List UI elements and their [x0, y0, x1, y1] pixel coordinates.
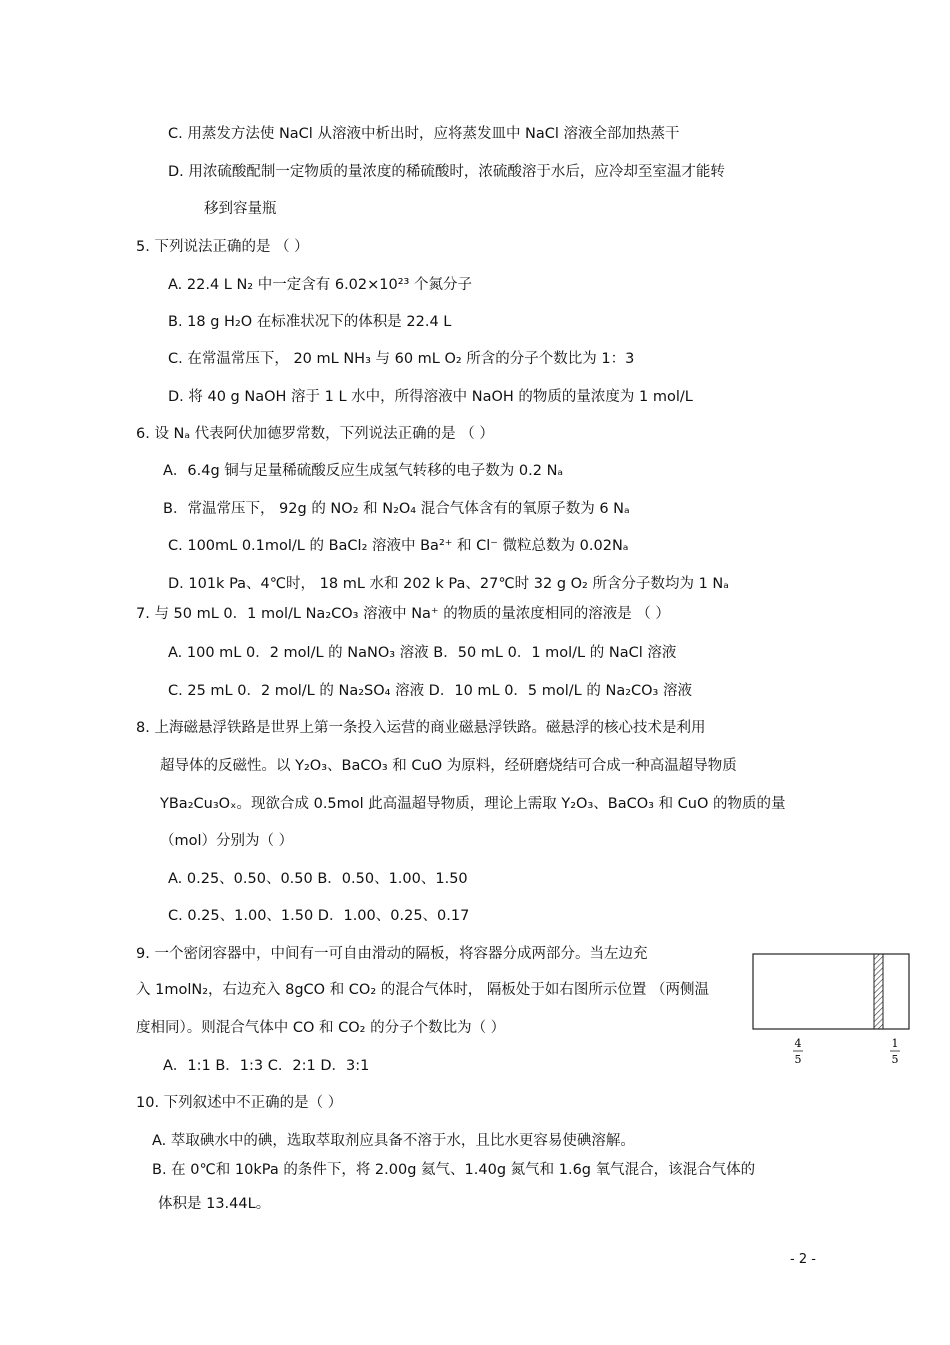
q4-option-d-cont: 移到容量瓶	[204, 201, 277, 217]
left-fraction-numerator: 4	[794, 1037, 802, 1050]
q7-stem: 7. 与 50 mL 0．1 mol/L Na₂CO₃ 溶液中 Na⁺ 的物质的量浓度相同的溶液是 （ ）	[136, 606, 670, 622]
q7-options-cd: C. 25 mL 0．2 mol/L 的 Na₂SO₄ 溶液 D．10 mL 0．5 mol/L 的 Na₂CO₃ 溶液	[168, 683, 692, 699]
q4-option-c: C. 用蒸发方法使 NaCl 从溶液中析出时，应将蒸发皿中 NaCl 溶液全部加热蒸干	[168, 126, 680, 142]
page-number: - 2 -	[790, 1252, 816, 1267]
q8-stem-1: 8. 上海磁悬浮铁路是世界上第一条投入运营的商业磁悬浮铁路。磁悬浮的核心技术是利用	[136, 720, 706, 736]
q5-stem: 5. 下列说法正确的是 （ ）	[136, 239, 309, 255]
q5-option-c: C. 在常温常压下， 20 mL NH₃ 与 60 mL O₂ 所含的分子个数比为 1：3	[168, 351, 635, 367]
q6-option-c: C. 100mL 0.1mol/L 的 BaCl₂ 溶液中 Ba²⁺ 和 Cl⁻ 微粒总数为 0.02Nₐ	[168, 538, 629, 554]
q6-option-b: B．常温常压下， 92g 的 NO₂ 和 N₂O₄ 混合气体含有的氧原子数为 6 Nₐ	[163, 501, 630, 517]
q10-option-a: A. 萃取碘水中的碘，选取萃取剂应具备不溶于水，且比水更容易使碘溶解。	[152, 1133, 635, 1149]
q9-stem-1: 9. 一个密闭容器中，中间有一可自由滑动的隔板，将容器分成两部分。当左边充	[136, 946, 648, 962]
right-fraction-numerator: 1	[891, 1037, 899, 1050]
q4-option-d: D. 用浓硫酸配制一定物质的量浓度的稀硫酸时，浓硫酸溶于水后，应冷却至室温才能转	[168, 164, 725, 180]
q5-option-d: D. 将 40 g NaOH 溶于 1 L 水中，所得溶液中 NaOH 的物质的量浓度为 1 mol/L	[168, 389, 693, 405]
q6-stem: 6. 设 Nₐ 代表阿伏加德罗常数，下列说法正确的是 （ ）	[136, 426, 494, 442]
q8-options-cd: C. 0.25、1.00、1.50 D．1.00、0.25、0.17	[168, 908, 470, 924]
q9-stem-2: 入 1molN₂，右边充入 8gCO 和 CO₂ 的混合气体时， 隔板处于如右图所示位置 （两侧温	[136, 982, 709, 998]
q5-option-b: B. 18 g H₂O 在标准状况下的体积是 22.4 L	[168, 314, 452, 330]
q5-option-a: A. 22.4 L N₂ 中一定含有 6.02×10²³ 个氮分子	[168, 277, 472, 293]
container-partition-diagram	[752, 951, 912, 1069]
q8-options-ab: A. 0.25、0.50、0.50 B．0.50、1.00、1.50	[168, 871, 468, 887]
q7-options-ab: A. 100 mL 0．2 mol/L 的 NaNO₃ 溶液 B．50 mL 0．1 mol/L 的 NaCl 溶液	[168, 645, 677, 661]
q10-option-b: B. 在 0℃和 10kPa 的条件下，将 2.00g 氦气、1.40g 氮气和 1.6g 氧气混合，该混合气体的	[152, 1162, 756, 1178]
partition-plate	[874, 954, 883, 1029]
right-fraction-denominator: 5	[891, 1053, 899, 1066]
q10-option-b-cont: 体积是 13.44L。	[158, 1196, 271, 1212]
q8-stem-2: 超导体的反磁性。以 Y₂O₃、BaCO₃ 和 CuO 为原料，经研磨烧结可合成一种高温超导物质	[160, 758, 737, 774]
q9-stem-3: 度相同）。则混合气体中 CO 和 CO₂ 的分子个数比为（ ）	[136, 1020, 506, 1036]
q9-options: A．1:1 B．1:3 C．2:1 D．3:1	[163, 1058, 370, 1074]
container-outline	[753, 954, 909, 1029]
q8-stem-4: （mol）分别为（ ）	[160, 833, 294, 849]
q8-stem-3: YBa₂Cu₃Oₓ。现欲合成 0.5mol 此高温超导物质，理论上需取 Y₂O₃、BaCO₃ 和 CuO 的物质的量	[160, 796, 786, 812]
left-fraction-denominator: 5	[794, 1053, 802, 1066]
q6-option-a: A．6.4g 铜与足量稀硫酸反应生成氢气转移的电子数为 0.2 Nₐ	[163, 463, 564, 479]
q10-stem: 10. 下列叙述中不正确的是（ ）	[136, 1095, 343, 1111]
q6-option-d: D. 101k Pa、4℃时， 18 mL 水和 202 k Pa、27℃时 32 g O₂ 所含分子数均为 1 Nₐ	[168, 576, 729, 592]
